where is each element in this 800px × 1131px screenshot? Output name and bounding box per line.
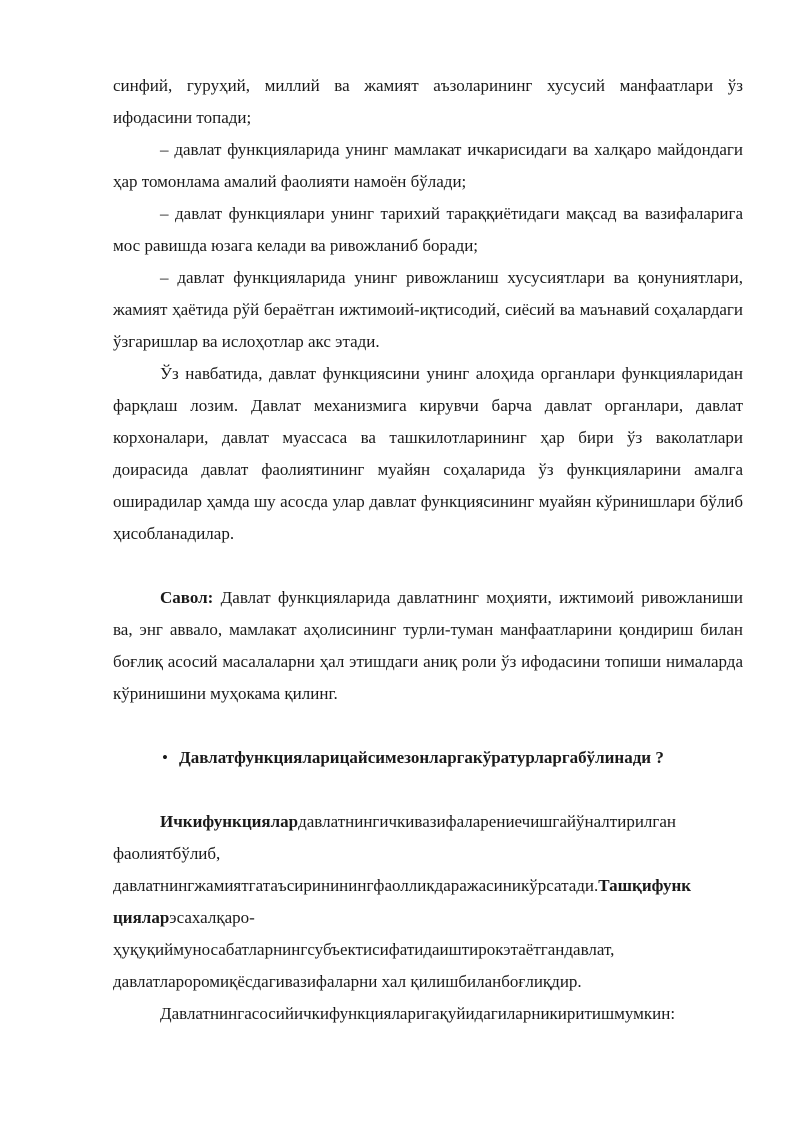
internal-functions-term: Ичкифункциялар: [160, 812, 299, 831]
list-item-dash-1: – давлат функцияларида унинг мамлакат ичкарисидаги ва халқаро майдондаги ҳар томонлама амалий фаолияти намоён бўлади;: [113, 140, 743, 191]
list-item-dash-2: – давлат функциялари унинг тарихий тараққиётидаги мақсад ва вазифаларига мос равишда юзага келади ва ривожланиб боради;: [113, 204, 743, 255]
question-text: Давлат функцияларида давлатнинг моҳияти, ижтимоий ривожланиши ва, энг аввало, мамлакат аҳолисининг турли-туман манфаатларини қондириш билан боғлиқ асосий масалаларни ҳал этишдаги аниқ роли ўз ифодасини топиши нималарда кўринишини муҳокама қилинг.: [113, 588, 743, 703]
paragraph-functions-of-organs: Ўз навбатида, давлат функциясини унинг алоҳида органлари функцияларидан фарқлаш лозим. Давлат механизмига кирувчи барча давлат органлари, давлат корхоналари, давлат муассаса ва ташкилотларининг ҳар бири ўз ваколатлари доирасида давлат фаолиятининг муайян соҳаларида ўз функцияларини амалга оширадилар ҳамда шу асосда улар давлат функциясининг муайян кўринишлари бўлиб ҳисобланадилар.: [113, 364, 743, 543]
document-page: [113, 70, 743, 1030]
bullet-icon: •: [162, 748, 168, 767]
external-functions-term-part1: Ташқифунк: [598, 876, 692, 895]
list-item-dash-3: – давлат функцияларида унинг ривожланиш хусусиятлари ва қонуниятлари, жамият ҳаётида рўй бераётган ижтимоий-иқтисодий, сиёсий ва маънавий соҳалардаги ўзгаришлар ва ислоҳотлар акс этади.: [113, 268, 743, 351]
internal-functions-definition: давлатнингичкивазифаларениечишгайўналтирилган: [298, 812, 677, 831]
bullet-heading: [113, 742, 743, 774]
external-functions-line-2: ҳуқуқиймуносабатларнингсубъектисифатидаиштирокэтаётгандавлат,: [113, 940, 615, 959]
main-internal-functions-intro: Давлатнингасосийичкифункцияларигақуйидагиларникиритишмумкин:: [160, 1004, 676, 1023]
paragraph-continuation: синфий, гуруҳий, миллий ва жамият аъзоларининг хусусий манфаатлари ўз ифодасини топади;: [113, 76, 743, 127]
external-functions-definition: эсахалқаро-: [169, 908, 255, 927]
bullet-heading-text: Давлатфункцияларицайсимезонларгакўратурларгабўлинади ?: [179, 748, 664, 767]
external-functions-line-1: [113, 902, 743, 934]
external-functions-line-3: давлатлароромиқёсдагивазифаларни хал қилишбиланбоғлиқдир.: [113, 972, 582, 991]
external-functions-term-part2: циялар: [113, 908, 170, 927]
question-label: Савол:: [160, 588, 214, 607]
internal-functions-block: [113, 806, 743, 1030]
internal-functions-line-3: [113, 870, 743, 902]
internal-functions-line-2: фаолиятбўлиб,: [113, 844, 221, 863]
internal-functions-continuation: давлатнингжамиятгатаъсирининингфаолликдаражасиникўрсатади.: [113, 876, 599, 895]
question-paragraph: [113, 582, 743, 710]
internal-functions-line-1: [113, 806, 743, 838]
